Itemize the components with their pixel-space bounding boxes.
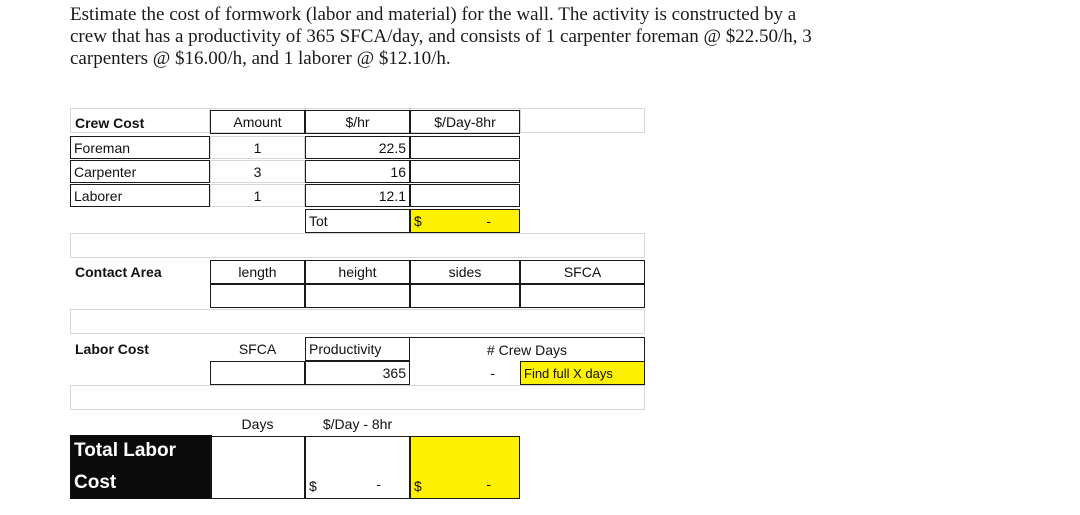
total-days-input[interactable] (210, 436, 305, 499)
total-day-cost-dash: - (376, 476, 381, 492)
contact-area-title: Contact Area (75, 264, 162, 280)
crew-amount-header[interactable]: Amount (210, 110, 305, 134)
crew-row-laborer-amount[interactable]: 1 (210, 184, 305, 207)
total-labor-cost-line2: Cost (74, 472, 117, 493)
total-labor-cost-dash: - (486, 476, 491, 492)
contact-height-header[interactable]: height (305, 260, 410, 284)
contact-sfca-header[interactable]: SFCA (520, 260, 645, 284)
contact-sides-input[interactable] (410, 284, 520, 308)
crew-row-carpenter-amount[interactable]: 3 (210, 160, 305, 183)
labor-sfca-header[interactable]: SFCA (238, 341, 277, 357)
problem-line-2: crew that has a productivity of 365 SFCA/day, and consists of 1 carpenter foreman @ $22.50/h, 3 (70, 26, 812, 47)
crew-row-foreman-name[interactable]: Foreman (70, 136, 210, 159)
crew-row-foreman-amount[interactable]: 1 (210, 136, 305, 159)
days-header[interactable]: Days (241, 416, 274, 432)
crew-rate-header[interactable]: $/hr (305, 110, 410, 134)
total-day-cost-value[interactable] (305, 436, 410, 499)
labor-productivity-header[interactable]: Productivity (305, 337, 410, 361)
crew-row-laborer-name[interactable]: Laborer (70, 184, 210, 207)
crew-row-carpenter-rate[interactable]: 16 (305, 160, 410, 183)
contact-length-header[interactable]: length (210, 260, 305, 284)
labor-cost-title: Labor Cost (75, 341, 149, 357)
total-labor-cost-currency: $ (414, 478, 422, 494)
contact-length-input[interactable] (210, 284, 305, 308)
crew-cost-title: Crew Cost (75, 115, 145, 131)
crew-total-label[interactable]: Tot (305, 209, 410, 233)
crew-row-laborer-day[interactable] (410, 184, 520, 207)
contact-height-input[interactable] (305, 284, 410, 308)
labor-full-days-note[interactable]: Find full X days (520, 361, 645, 385)
labor-productivity-value[interactable]: 365 (305, 361, 410, 385)
problem-line-3: carpenters @ $16.00/h, and 1 laborer @ $12.10/h. (70, 48, 451, 69)
labor-crew-days-value[interactable] (410, 361, 520, 385)
total-day-cost-currency: $ (309, 478, 317, 494)
labor-sfca-input[interactable] (210, 361, 305, 385)
problem-line-1: Estimate the cost of formwork (labor and material) for the wall. The activity is constructed by a (70, 4, 797, 25)
labor-crew-days-dash: - (490, 365, 495, 381)
labor-crew-days-header: # Crew Days (486, 341, 568, 358)
crew-row-laborer-rate[interactable]: 12.1 (305, 184, 410, 207)
crew-day-header[interactable]: $/Day-8hr (410, 110, 520, 134)
contact-sides-header[interactable]: sides (410, 260, 520, 284)
total-labor-cost-line1: Total Labor (74, 440, 177, 461)
crew-total-dash: - (486, 213, 491, 229)
crew-total-value[interactable] (410, 209, 520, 233)
crew-row-carpenter-name[interactable]: Carpenter (70, 160, 210, 183)
crew-row-foreman-day[interactable] (410, 136, 520, 159)
crew-total-currency: $ (414, 213, 422, 229)
crew-row-carpenter-day[interactable] (410, 160, 520, 183)
contact-sfca-input[interactable] (520, 284, 645, 308)
day-cost-header[interactable]: $/Day - 8hr (322, 416, 393, 432)
total-labor-cost-title (70, 435, 212, 499)
total-labor-cost-value[interactable] (410, 436, 520, 499)
crew-row-foreman-rate[interactable]: 22.5 (305, 136, 410, 159)
